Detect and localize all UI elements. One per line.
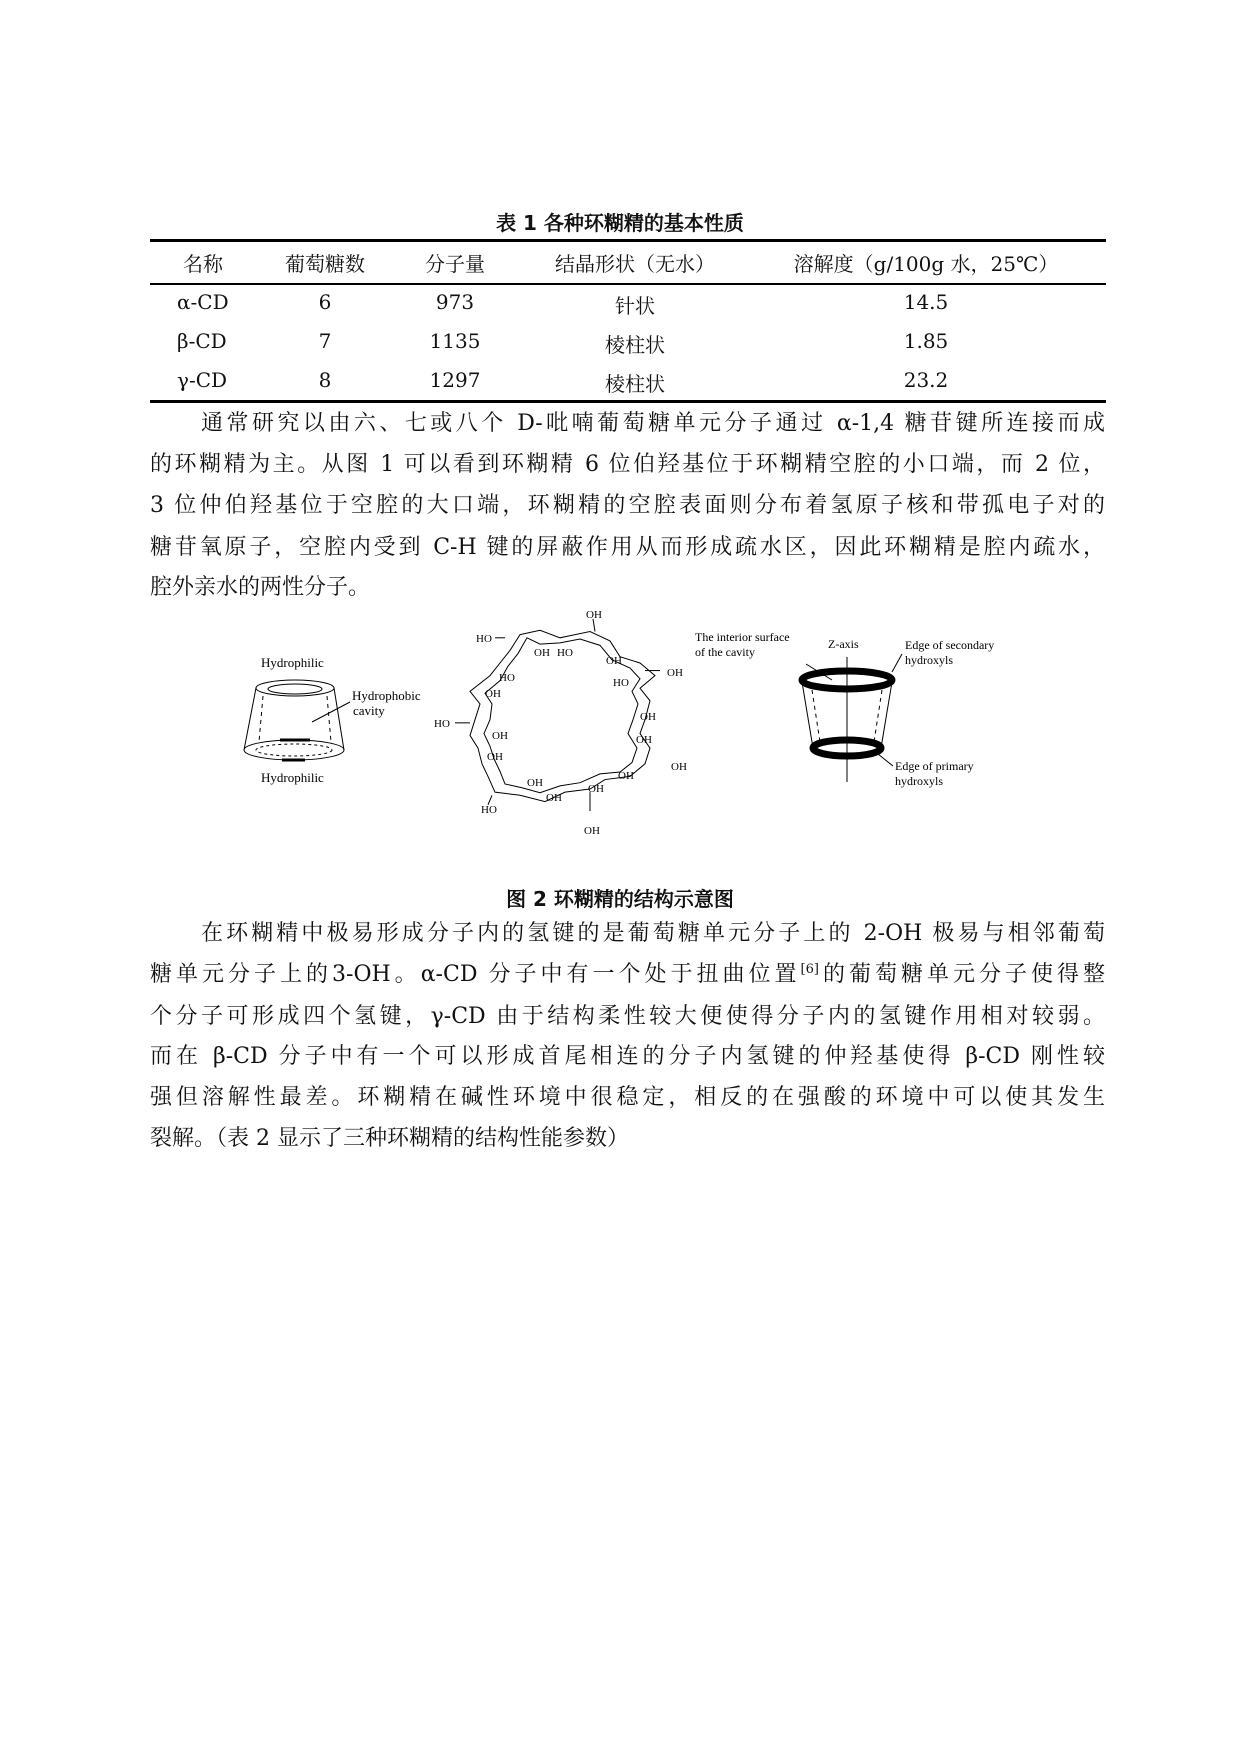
oh-label: OH [671, 761, 687, 773]
header-name: 名称 [183, 252, 223, 276]
cell-mw: 973 [435, 290, 475, 314]
oh-label: OH [485, 688, 501, 700]
cell-glucose: 8 [318, 368, 332, 392]
text-line: 糖苷氧原子，空腔内受到 C-H 键的屏蔽作用从而形成疏水区，因此环糊精是腔内疏水， [150, 535, 1105, 560]
oh-label: HO [613, 677, 629, 689]
text-line: 强但溶解性最差。环糊精在碱性环境中很稳定，相反的在强酸的环境中可以使其发生 [150, 1085, 1105, 1110]
label-edge-secondary: Edge of secondary [905, 638, 995, 652]
text-line [150, 960, 1105, 990]
text-span: 的葡萄糖单元分子使得整 [818, 962, 1105, 987]
cell-solubility: 23.2 [903, 368, 949, 392]
oh-label: OH [492, 730, 508, 742]
label-cavity: cavity [353, 703, 385, 718]
cell-mw: 1297 [429, 368, 481, 392]
cyclodextrin-structure-figure [0, 0, 1240, 860]
label-secondary-hydroxyls: hydroxyls [905, 653, 953, 667]
table-caption: 表 1 各种环糊精的基本性质 [496, 211, 744, 235]
text-line: 3 位仲伯羟基位于空腔的大口端，环糊精的空腔表面则分布着氢原子核和带孤电子对的 [150, 493, 1105, 518]
torus-diagram [802, 654, 902, 782]
oh-label: OH [636, 734, 652, 746]
cell-solubility: 14.5 [903, 290, 949, 314]
text-line: 个分子可形成四个氢键，γ-CD 由于结构柔性较大便使得分子内的氢键作用相对较弱。 [150, 1004, 1105, 1029]
label-z-axis: Z-axis [828, 637, 859, 651]
label-hydrophilic-top: Hydrophilic [261, 655, 324, 670]
text-line: 而在 β-CD 分子中有一个可以形成首尾相连的分子内氢键的仲羟基使得 β-CD 刚性较 [150, 1044, 1105, 1069]
header-crystal: 结晶形状（无水） [555, 252, 715, 276]
cell-crystal: 棱柱状 [605, 372, 665, 396]
cell-solubility: 1.85 [903, 329, 949, 353]
oh-label: OH [527, 777, 543, 789]
label-hydrophobic: Hydrophobic [352, 688, 421, 703]
oh-label: HO [481, 804, 497, 816]
text-line: 腔外亲水的两性分子。 [150, 575, 371, 600]
oh-label: OH [588, 783, 604, 795]
header-glucose: 葡萄糖数 [285, 252, 365, 276]
cell-name: β-CD [177, 329, 227, 353]
text-line: 在环糊精中极易形成分子内的氢键的是葡萄糖单元分子上的 2-OH 极易与相邻葡萄 [201, 921, 1105, 946]
citation-ref: [6] [800, 962, 819, 977]
label-edge-primary: Edge of primary [895, 759, 974, 773]
header-solubility: 溶解度（g/100g 水，25℃） [793, 252, 1059, 276]
cone-diagram [244, 680, 350, 760]
text-line: 裂解。（表 2 显示了三种环糊精的结构性能参数） [150, 1126, 629, 1151]
oh-label: OH [534, 647, 550, 659]
oh-label: OH [546, 792, 562, 804]
label-interior-surface: The interior surface [695, 630, 790, 644]
oh-label: HO [557, 647, 573, 659]
oh-label: HO [499, 672, 515, 684]
cell-crystal: 针状 [615, 294, 655, 318]
label-hydrophilic-bottom: Hydrophilic [261, 770, 324, 785]
oh-label: OH [487, 751, 503, 763]
oh-label: HO [476, 633, 492, 645]
cell-mw: 1135 [429, 329, 481, 353]
oh-label: OH [584, 825, 600, 837]
cell-name: γ-CD [177, 368, 228, 392]
text-line: 的环糊精为主。从图 1 可以看到环糊精 6 位伯羟基位于环糊精空腔的小口端，而 2 位， [150, 452, 1105, 477]
figure-caption: 图 2 环糊精的结构示意图 [506, 887, 734, 911]
cell-glucose: 6 [318, 290, 332, 314]
oh-label: HO [434, 718, 450, 730]
oh-label: OH [640, 711, 656, 723]
oh-label: OH [667, 667, 683, 679]
text-line: 通常研究以由六、七或八个 D-吡喃葡萄糖单元分子通过 α-1,4 糖苷键所连接而成 [201, 411, 1105, 436]
cell-name: α-CD [177, 290, 229, 314]
oh-label: OH [618, 770, 634, 782]
label-of-the-cavity: of the cavity [695, 645, 755, 659]
oh-label: OH [606, 655, 622, 667]
cell-glucose: 7 [318, 329, 332, 353]
header-mw: 分子量 [425, 252, 485, 276]
text-span: 糖单元分子上的3-OH。α-CD 分子中有一个处于扭曲位置 [150, 962, 801, 987]
cell-crystal: 棱柱状 [605, 333, 665, 357]
label-primary-hydroxyls: hydroxyls [895, 774, 943, 788]
oh-label: OH [586, 609, 602, 621]
